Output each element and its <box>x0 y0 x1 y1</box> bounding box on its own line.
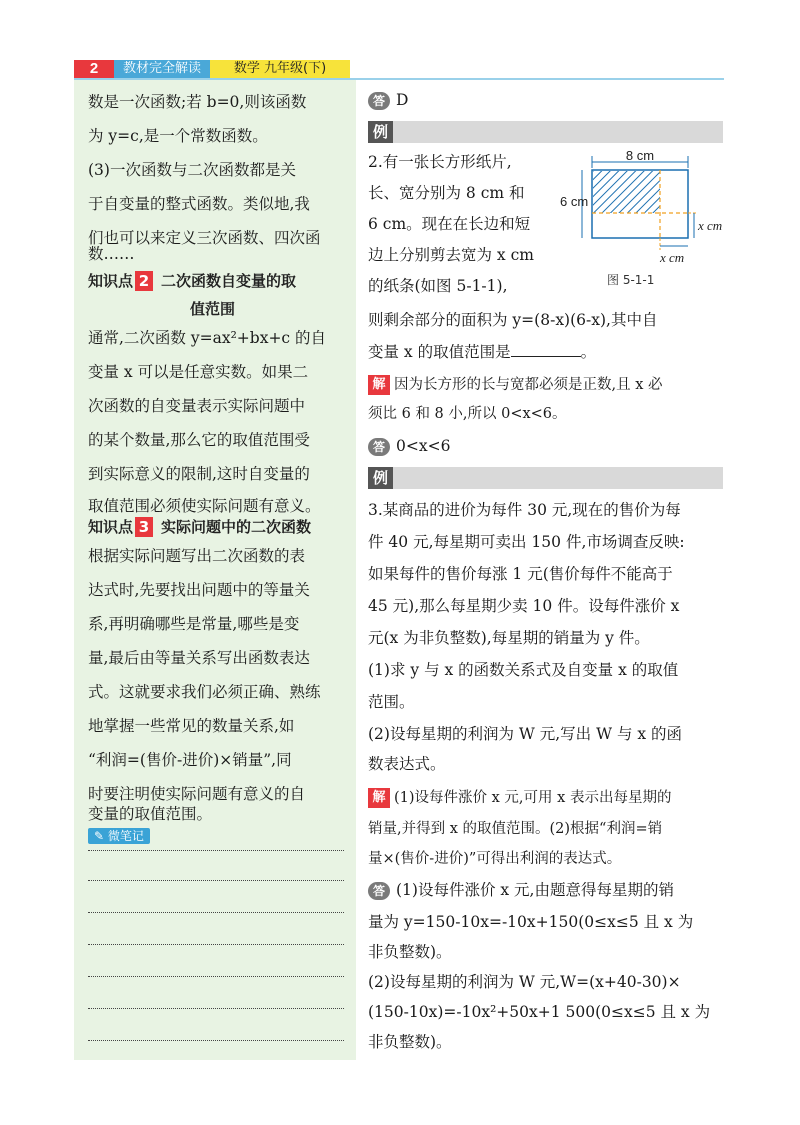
answer-icon: 答 <box>368 882 390 900</box>
kp2-line: 取值范围必须使实际问题有意义。 <box>88 497 321 515</box>
ex2-solution-line: 因为长方形的长与宽都必须是正数,且 x 必 <box>394 377 663 393</box>
example-2-text <box>368 147 578 302</box>
ex3-line: 如果每件的售价每涨 1 元(售价每件不能高于 <box>368 565 673 583</box>
ex2-full-line-blank <box>368 336 723 368</box>
kp-label: 知识点 <box>88 272 134 290</box>
kp3-line: 系,再明确哪些是常量,哪些是变 <box>88 615 300 633</box>
note-line[interactable] <box>88 880 344 881</box>
kp2-line: 次函数的自变量表示实际问题中 <box>88 397 306 415</box>
example-label: 例 <box>368 467 393 489</box>
ex3-line: (1)求 y 与 x 的函数关系式及自变量 x 的取值 <box>368 661 679 679</box>
ex3-line: 3.某商品的进价为每件 30 元,现在的售价为每 <box>368 501 681 519</box>
kp3-line: 地掌握一些常见的数量关系,如 <box>88 717 295 735</box>
ex2-line: 边上分别剪去宽为 x cm <box>368 246 534 264</box>
notes-label-text: 微笔记 <box>107 829 144 843</box>
note-line[interactable] <box>88 944 344 945</box>
remaining-area <box>593 171 660 213</box>
figure-caption: 图 5-1-1 <box>607 273 655 287</box>
note-line[interactable] <box>88 1040 344 1041</box>
width-label: 8 cm <box>625 148 655 163</box>
subject-grade: 数学 九年级(下) <box>210 60 350 78</box>
example-label: 例 <box>368 121 393 143</box>
ex3-answer-line: (2)设每星期的利润为 W 元,W=(x+40-30)× <box>368 973 681 991</box>
ex3-answer-line: 非负整数)。 <box>368 1033 452 1051</box>
ex2-answer <box>368 430 723 462</box>
ex3-line: 元(x 为非负整数),每星期的销量为 y 件。 <box>368 629 650 647</box>
example-bar <box>368 121 723 143</box>
ex2-question-end: 。 <box>580 343 597 361</box>
ex3-solution-line: 销量,并得到 x 的取值范围。(2)根据“利润=销 <box>368 821 663 837</box>
kp3-line: 式。这就要求我们必须正确、熟练 <box>88 683 321 701</box>
ex2-answer-value: 0<x<6 <box>396 437 451 455</box>
intro-line: 为 y=c,是一个常数函数。 <box>88 127 268 145</box>
kp2-line: 变量 x 可以是任意实数。如果二 <box>88 363 309 381</box>
ex3-answer-line: 非负整数)。 <box>368 943 452 961</box>
kp3-line: 变量的取值范围。 <box>88 805 213 823</box>
answer-icon: 答 <box>368 438 390 456</box>
kp-label: 知识点 <box>88 518 134 536</box>
answer-blank <box>511 342 581 357</box>
cut-bottom-label: x cm <box>660 250 685 265</box>
ex3-solution-line: 量×(售价-进价)”可得出利润的表达式。 <box>368 851 622 867</box>
height-label: 6 cm <box>560 194 589 209</box>
kp3-line: 量,最后由等量关系写出函数表达 <box>88 649 310 667</box>
answer-1-value: D <box>396 91 409 109</box>
kp2-line: 通常,二次函数 y=ax²+bx+c 的自 <box>88 329 327 347</box>
kp2-line: 到实际意义的限制,这时自变量的 <box>88 465 310 483</box>
kp3-line: 时要注明使实际问题有意义的自 <box>88 785 306 803</box>
ex3-line: 数表达式。 <box>368 755 446 773</box>
notes-label <box>88 828 150 844</box>
ex3-answer-line: (1)设每件涨价 x 元,由题意得每星期的销 <box>396 881 674 899</box>
ex2-solution-line: 须比 6 和 8 小,所以 0<x<6。 <box>368 406 567 422</box>
ex3-solution <box>368 782 723 814</box>
kp-number: 2 <box>135 271 153 291</box>
knowledge-point-2-heading <box>88 266 350 296</box>
knowledge-point-2-heading-cont <box>88 294 350 324</box>
intro-line: 于自变量的整式函数。类似地,我 <box>88 195 310 213</box>
ex2-line: 长、宽分别为 8 cm 和 <box>368 184 525 202</box>
ex2-solution <box>368 369 723 401</box>
kp3-line: “利润=(售价-进价)×销量”,同 <box>88 751 292 769</box>
ex2-question-text: 变量 x 的取值范围是 <box>368 343 511 361</box>
intro-line: 数是一次函数;若 b=0,则该函数 <box>88 93 307 111</box>
ex3-line: 件 40 元,每星期可卖出 150 件,市场调查反映: <box>368 533 685 551</box>
ex3-solution-line: (1)设每件涨价 x 元,可用 x 表示出每星期的 <box>394 790 672 806</box>
note-line[interactable] <box>88 976 344 977</box>
cut-right-label: x cm <box>698 218 723 233</box>
ex3-line: 范围。 <box>368 693 415 711</box>
page-header <box>74 60 350 78</box>
ex3-line: 45 元),那么每星期少卖 10 件。设每件涨价 x <box>368 597 680 615</box>
ex2-line: 2.有一张长方形纸片, <box>368 153 512 171</box>
note-line[interactable] <box>88 912 344 913</box>
kp-number: 3 <box>135 517 153 537</box>
answer-icon: 答 <box>368 92 390 110</box>
intro-line: 数…… <box>88 245 135 263</box>
intro-line: (3)一次函数与二次函数都是关 <box>88 161 296 179</box>
book-title: 教材完全解读 <box>114 60 210 78</box>
ex3-answer-line: (150-10x)=-10x²+50x+1 500(0≤x≤5 且 x 为 <box>368 1003 711 1021</box>
kp3-line: 达式时,先要找出问题中的等量关 <box>88 581 310 599</box>
ex2-line: 的纸条(如图 5-1-1), <box>368 277 508 295</box>
ex3-answer <box>368 874 723 906</box>
pencil-icon: ✎ <box>94 829 108 843</box>
kp-title: 实际问题中的二次函数 <box>161 518 312 536</box>
kp-title: 二次函数自变量的取 <box>161 272 297 290</box>
intro-line: 们也可以来定义三次函数、四次函 <box>88 229 321 247</box>
kp2-line: 的某个数量,那么它的取值范围受 <box>88 431 310 449</box>
ex3-line: (2)设每星期的利润为 W 元,写出 W 与 x 的函 <box>368 725 683 743</box>
example-bar <box>368 467 723 489</box>
kp3-line: 根据实际问题写出二次函数的表 <box>88 547 306 565</box>
page-number: 2 <box>74 60 114 78</box>
solution-icon: 解 <box>368 375 390 395</box>
answer-1 <box>368 84 723 116</box>
ex2-line: 6 cm。现在在长边和短 <box>368 215 531 233</box>
ex2-full-line: 则剩余部分的面积为 y=(8-x)(6-x),其中自 <box>368 311 658 329</box>
kp-title: 值范围 <box>190 300 236 318</box>
note-line[interactable] <box>88 1008 344 1009</box>
solution-icon: 解 <box>368 788 390 808</box>
note-line[interactable] <box>88 850 344 851</box>
ex3-answer-line: 量为 y=150-10x=-10x+150(0≤x≤5 且 x 为 <box>368 913 694 931</box>
knowledge-point-3-heading <box>88 512 350 542</box>
